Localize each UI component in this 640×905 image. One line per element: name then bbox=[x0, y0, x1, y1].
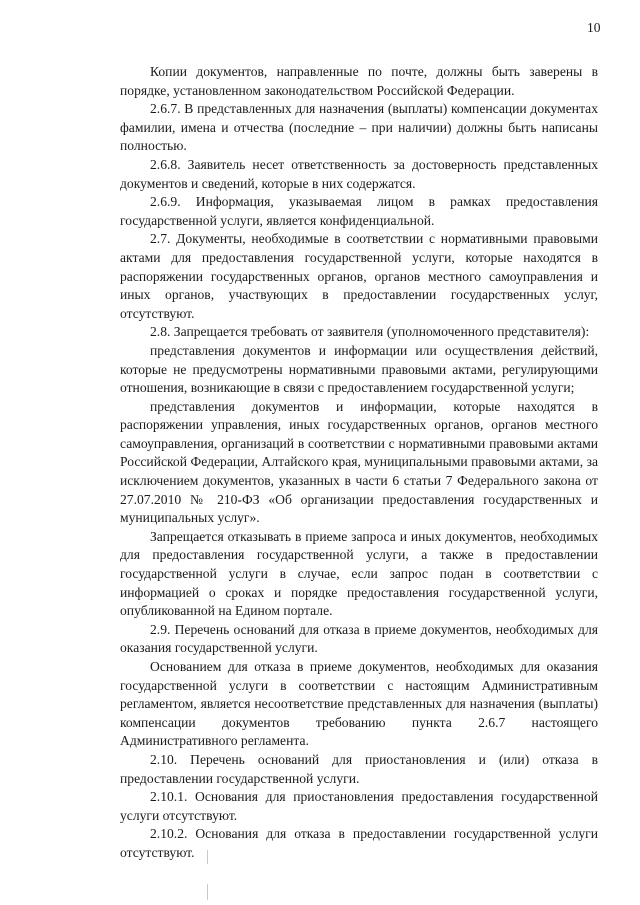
paragraph-2-10-2: 2.10.2. Основания для отказа в предоставлении государственной услуги отсутствуют. bbox=[120, 826, 598, 860]
paragraph-2-6-7: 2.6.7. В представленных для назначения (выплаты) компенсации документах фамилии, имена и отчества (последние – при наличии) должны быть написаны полностью. bbox=[120, 101, 598, 154]
paragraph-2-7: 2.7. Документы, необходимые в соответствии с нормативными правовыми актами для предоставления государственной услуги, которые находятся в распоряжении государственных органов, органов местного самоуправления и иных органов, участвующих в предоставлении государственных услуг, отсутствуют. bbox=[120, 231, 598, 321]
paragraph-2-6-8: 2.6.8. Заявитель несет ответственность за достоверность представленных документов и сведений, которые в них содержатся. bbox=[120, 156, 598, 191]
paragraph-2-9: 2.9. Перечень оснований для отказа в приеме документов, необходимых для оказания государственной услуги. bbox=[120, 621, 598, 656]
paragraph-2-8-item-2: представления документов и информации, которые находятся в распоряжении управления, иных государственных органов, органов местного самоуправления, организаций в соответствии с нормативными правовыми актами Российской Федерации, Алтайского края, муниципальными правовыми актами, за исключением документов, указанных в части 6 статьи 7 Федерального закона от 27.07.2010 № 210-ФЗ «Об организации предоставления государственных и муниципальных услуг». bbox=[120, 398, 598, 526]
paragraph-2-8: 2.8. Запрещается требовать от заявителя (уполномоченного представителя): bbox=[150, 324, 590, 340]
paragraph-2-10: 2.10. Перечень оснований для приостановления и (или) отказа в предоставлении государственной услуги. bbox=[120, 751, 598, 786]
paragraph-2-8-item-1: представления документов и информации или осуществления действий, которые не предусмотрены нормативными правовыми актами, регулирующими отношения, возникающие в связи с предоставлением государственной услуги; bbox=[120, 342, 598, 396]
document-body bbox=[120, 63, 598, 863]
paragraph-copies-by-mail: Копии документов, направленные по почте, должны быть заверены в порядке, установленном законодательством Российской Федерации. bbox=[120, 64, 598, 98]
paragraph-2-6-9: 2.6.9. Информация, указываемая лицом в рамках предоставления государственной услуги, является конфиденциальной. bbox=[120, 194, 598, 228]
paragraph-refusal-prohibited: Запрещается отказывать в приеме запроса и иных документов, необходимых для предоставления государственной услуги, а также в предоставлении государственной услуги в случае, если запрос подан в соответствии с информацией о сроках и порядке предоставления государственной услуги, опубликованной на Едином портале. bbox=[120, 528, 598, 619]
paragraph-refusal-grounds: Основанием для отказа в приеме документов, необходимых для оказания государственной услуги в соответствии с настоящим Административным регламентом, является несоответствие представленных для назначения (выплаты) компенсации документов требованию пункта 2.6.7 настоящего Административного регламента. bbox=[120, 659, 598, 749]
scan-mark-top bbox=[207, 850, 208, 864]
paragraph-2-10-1: 2.10.1. Основания для приостановления предоставления государственной услуги отсутствуют. bbox=[120, 789, 598, 823]
page-number: 10 bbox=[587, 20, 601, 35]
scan-mark-bottom bbox=[207, 884, 208, 900]
